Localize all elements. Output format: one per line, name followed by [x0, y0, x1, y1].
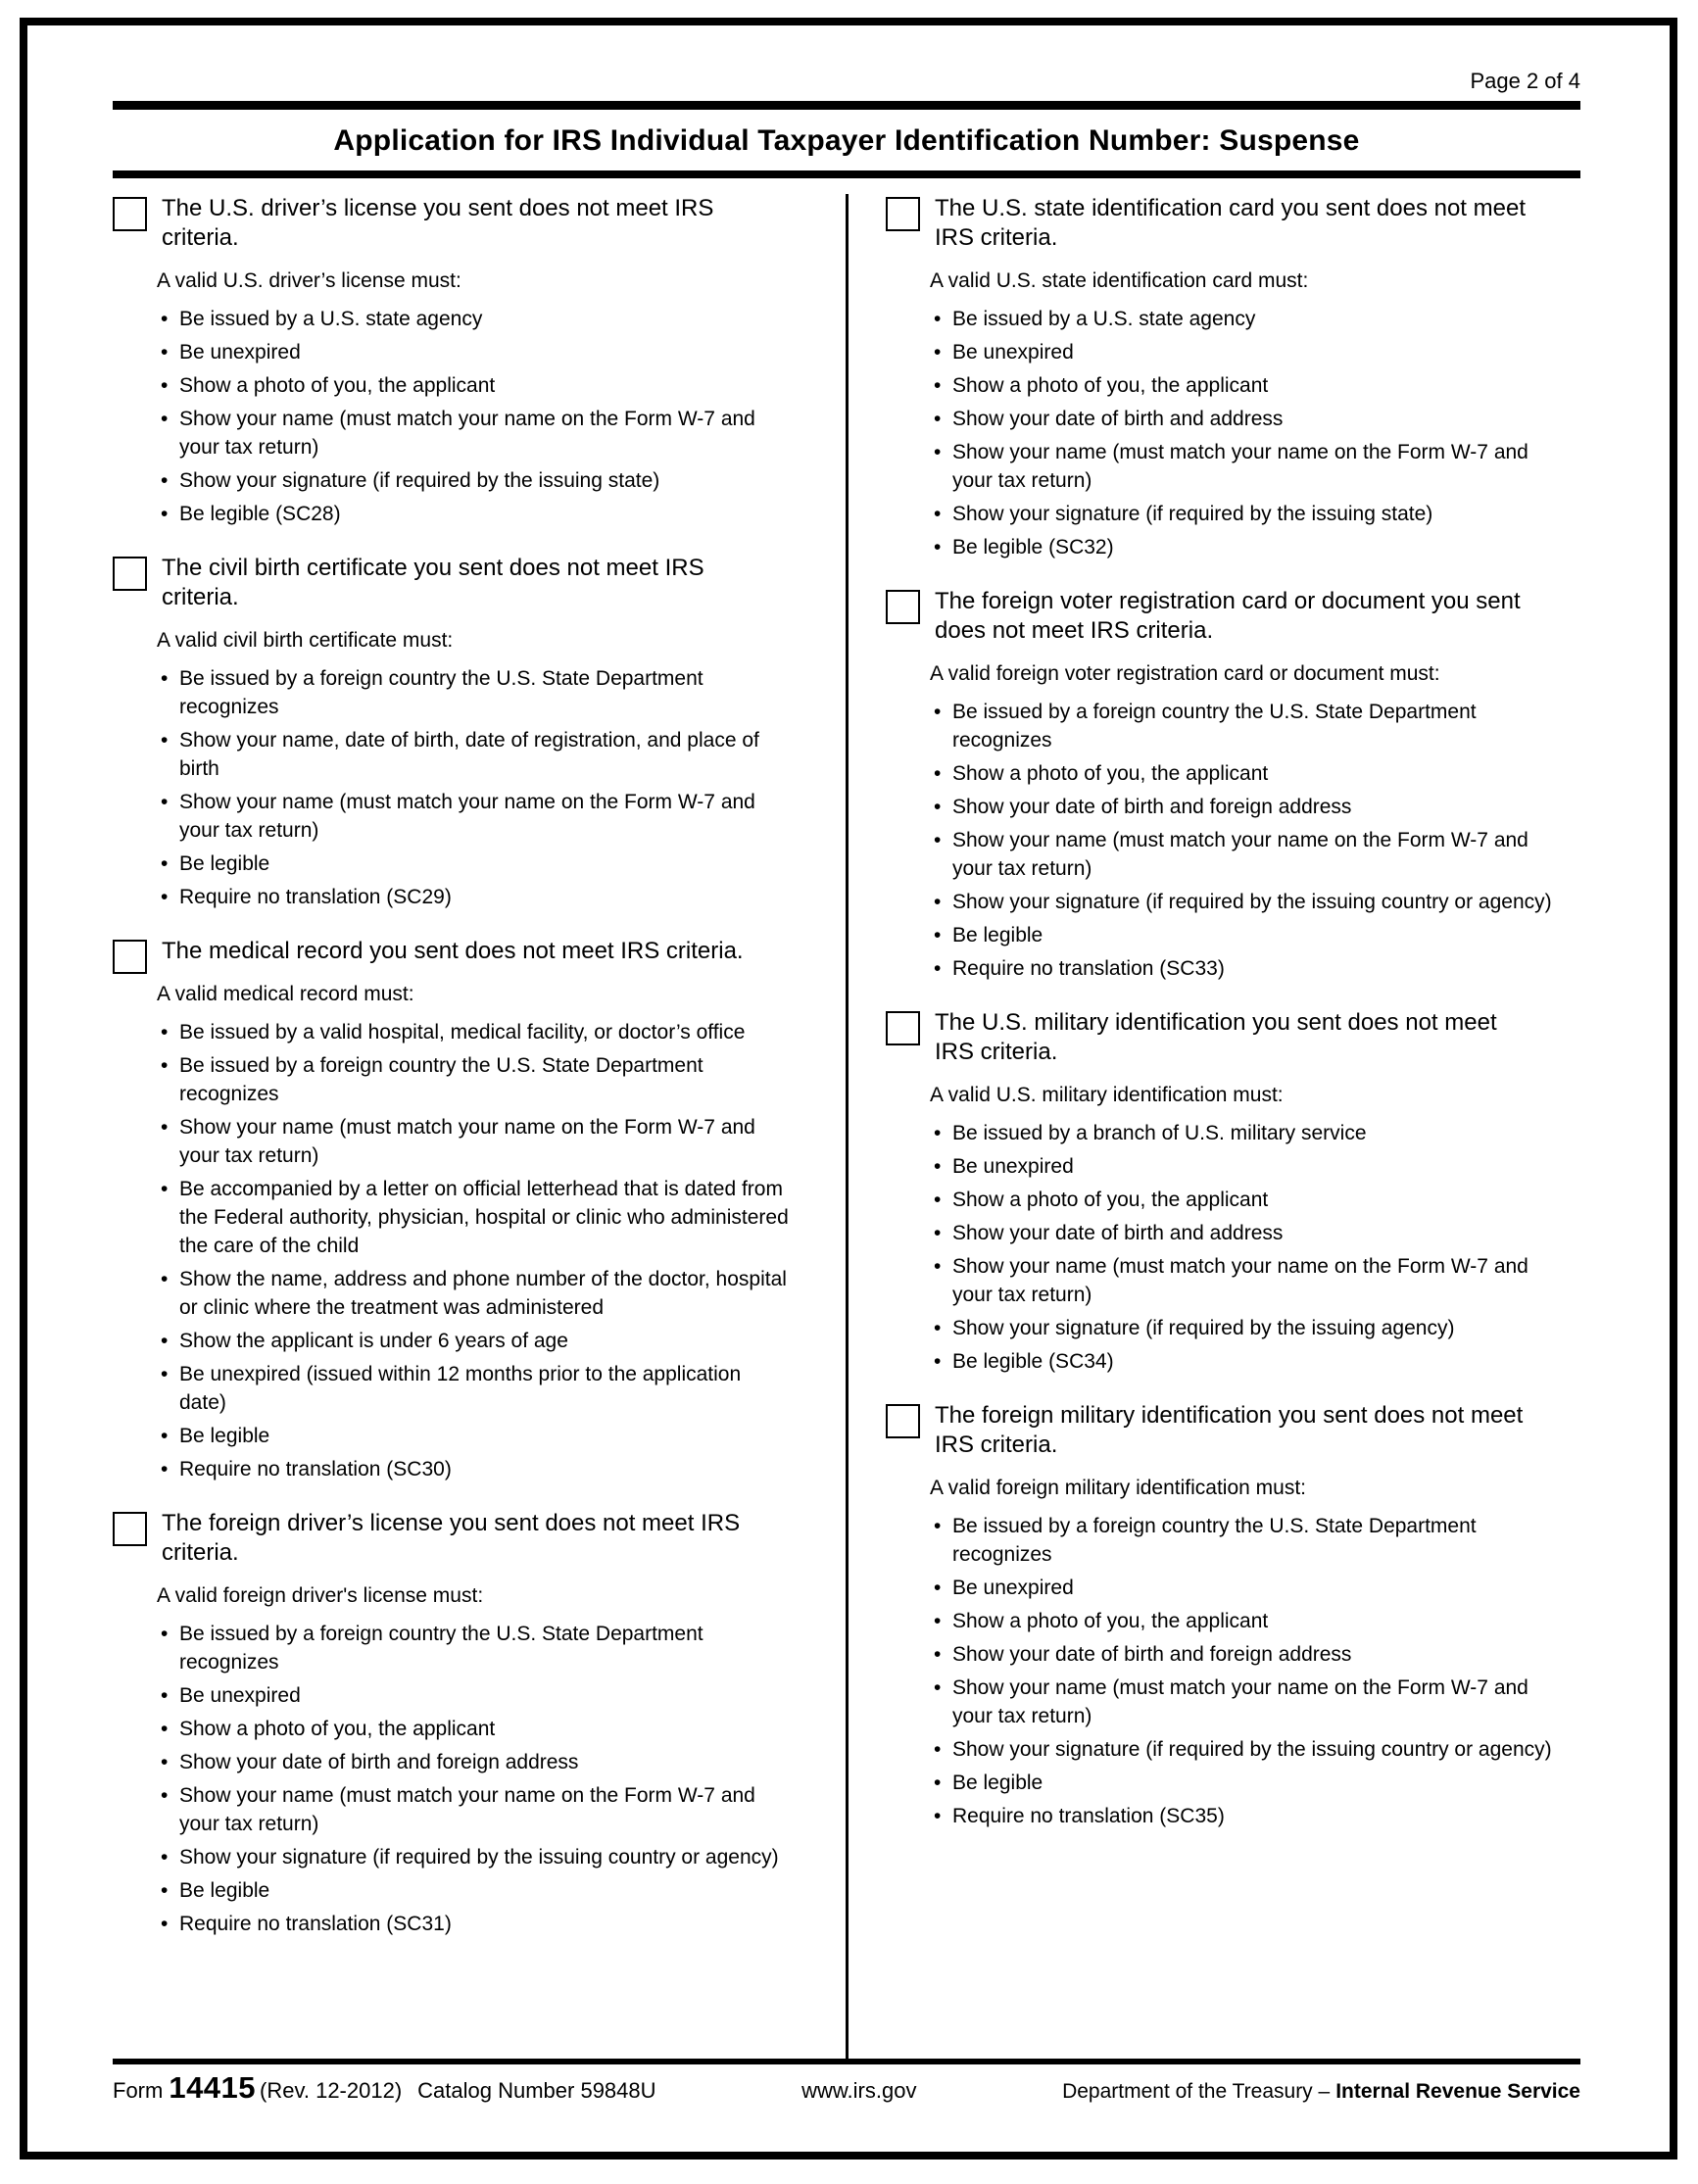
requirement-item: • Require no translation (SC30)	[157, 1455, 792, 1483]
section-civil-birth-certificate	[113, 554, 816, 911]
section-heading-row	[113, 194, 816, 267]
section-heading-row	[886, 194, 1580, 267]
requirement-item: • Show a photo of you, the applicant	[157, 1715, 792, 1743]
section-medical-record	[113, 937, 816, 1483]
requirement-item: • Show your date of birth and address	[930, 1219, 1565, 1247]
requirement-item: • Show your name (must match your name on the Form W-7 and your tax return)	[157, 1781, 792, 1838]
requirement-item: • Show the applicant is under 6 years of age	[157, 1327, 792, 1355]
requirement-item: • Require no translation (SC31)	[157, 1910, 792, 1938]
section-heading: The foreign military identification you sent does not meet IRS criteria.	[935, 1402, 1524, 1458]
requirement-item: • Be issued by a foreign country the U.S. State Department recognizes	[157, 664, 792, 721]
requirement-item: • Show your signature (if required by the issuing country or agency)	[930, 1735, 1565, 1764]
requirement-item: • Be legible	[930, 921, 1565, 949]
page-indicator: Page 2 of 4	[1470, 69, 1580, 93]
agency-name: Internal Revenue Service	[1335, 2080, 1580, 2103]
requirement-item: • Show your signature (if required by the issuing country or agency)	[157, 1843, 792, 1871]
page-border	[20, 18, 1677, 2160]
section-heading: The civil birth certificate you sent does not meet IRS criteria.	[162, 555, 704, 610]
requirement-item: • Be unexpired	[930, 1574, 1565, 1602]
requirement-item: • Be issued by a foreign country the U.S. State Department recognizes	[930, 1512, 1565, 1569]
form-identification	[113, 2070, 656, 2106]
section-heading: The U.S. state identification card you sent does not meet IRS criteria.	[935, 195, 1526, 251]
header-rule-top	[113, 101, 1580, 110]
requirement-item: • Show your name, date of birth, date of registration, and place of birth	[157, 726, 792, 783]
requirement-item: • Show your signature (if required by the issuing country or agency)	[930, 888, 1565, 916]
column-left	[113, 194, 816, 2059]
requirement-item: • Be accompanied by a letter on official letterhead that is dated from the Federal authority, physician, hospital or clinic who administered the care of the child	[157, 1175, 792, 1260]
requirement-item: • Show the name, address and phone number of the doctor, hospital or clinic where the treatment was administered	[157, 1265, 792, 1322]
requirement-item: • Show your signature (if required by the issuing state)	[930, 500, 1565, 528]
requirement-item: • Be issued by a branch of U.S. military service	[930, 1119, 1565, 1147]
requirement-item: • Be issued by a foreign country the U.S. State Department recognizes	[157, 1051, 792, 1108]
requirement-item: • Be issued by a U.S. state agency	[157, 305, 792, 333]
requirement-item: • Show your signature (if required by the issuing state)	[157, 466, 792, 495]
checkbox-civil-birth-certificate[interactable]	[113, 557, 147, 591]
requirement-item: • Show your name (must match your name on the Form W-7 and your tax return)	[157, 788, 792, 845]
catalog-number: Catalog Number 59848U	[417, 2078, 656, 2103]
section-us-state-id-card	[886, 194, 1580, 561]
section-intro: A valid U.S. state identification card must:	[930, 269, 1309, 292]
requirement-item: • Show your date of birth and foreign address	[930, 1640, 1565, 1669]
section-us-drivers-license	[113, 194, 816, 528]
page-content	[113, 25, 1580, 2106]
requirement-item: • Show a photo of you, the applicant	[930, 1607, 1565, 1635]
section-us-military-id	[886, 1008, 1580, 1376]
requirement-item: • Be unexpired	[930, 338, 1565, 366]
requirement-item: • Be unexpired	[157, 1681, 792, 1710]
requirement-item: • Show your signature (if required by the issuing agency)	[930, 1314, 1565, 1342]
requirement-item: • Show your name (must match your name on the Form W-7 and your tax return)	[930, 1674, 1565, 1730]
requirement-item: • Show a photo of you, the applicant	[930, 371, 1565, 400]
requirement-item: • Require no translation (SC29)	[157, 883, 792, 911]
requirement-item: • Show your name (must match your name on the Form W-7 and your tax return)	[157, 405, 792, 461]
requirement-list	[930, 1512, 1580, 1830]
department-line	[1062, 2080, 1580, 2104]
page-footer	[113, 2070, 1580, 2106]
requirement-list	[930, 305, 1580, 561]
checkbox-foreign-drivers-license[interactable]	[113, 1512, 147, 1546]
requirement-list	[157, 305, 816, 528]
section-foreign-military-id	[886, 1401, 1580, 1830]
requirement-item: • Require no translation (SC33)	[930, 954, 1565, 983]
requirement-item: • Be unexpired	[930, 1152, 1565, 1181]
requirement-item: • Be legible	[157, 849, 792, 878]
requirement-item: • Be legible (SC28)	[157, 500, 792, 528]
section-heading-row	[886, 1008, 1580, 1081]
irs-website: www.irs.gov	[801, 2078, 917, 2103]
requirement-item: • Be legible (SC32)	[930, 533, 1565, 561]
header-rule-bottom	[113, 170, 1580, 178]
section-heading-row	[113, 554, 816, 626]
section-intro: A valid civil birth certificate must:	[157, 629, 454, 652]
requirement-item: • Show your date of birth and address	[930, 405, 1565, 433]
section-foreign-voter-registration	[886, 587, 1580, 983]
requirement-list	[930, 1119, 1580, 1376]
requirement-item: • Show a photo of you, the applicant	[930, 759, 1565, 788]
section-intro: A valid foreign driver's license must:	[157, 1584, 484, 1607]
section-heading: The foreign voter registration card or document you sent does not meet IRS criteria.	[935, 588, 1521, 644]
form-number: 14415	[169, 2070, 257, 2105]
checkbox-us-state-id-card[interactable]	[886, 197, 920, 231]
section-intro: A valid medical record must:	[157, 983, 414, 1005]
section-heading: The medical record you sent does not meet IRS criteria.	[162, 938, 744, 964]
form-label: Form	[113, 2078, 164, 2103]
requirement-item: • Be issued by a foreign country the U.S. State Department recognizes	[157, 1620, 792, 1676]
page-title: Application for IRS Individual Taxpayer Identification Number: Suspense	[333, 124, 1360, 157]
form-revision: (Rev. 12-2012)	[260, 2078, 403, 2103]
checkbox-medical-record[interactable]	[113, 940, 147, 974]
requirement-item: • Require no translation (SC35)	[930, 1802, 1565, 1830]
requirement-item: • Show your name (must match your name on the Form W-7 and your tax return)	[930, 826, 1565, 883]
requirement-item: • Be unexpired (issued within 12 months prior to the application date)	[157, 1360, 792, 1417]
requirement-item: • Be legible	[157, 1422, 792, 1450]
requirement-list	[157, 1018, 816, 1483]
two-column-body	[113, 194, 1580, 2059]
checkbox-foreign-voter-registration[interactable]	[886, 590, 920, 624]
requirement-item: • Show your name (must match your name on the Form W-7 and your tax return)	[157, 1113, 792, 1170]
requirement-item: • Be issued by a U.S. state agency	[930, 305, 1565, 333]
section-intro: A valid foreign voter registration card or document must:	[930, 662, 1440, 685]
checkbox-us-drivers-license[interactable]	[113, 197, 147, 231]
section-heading: The foreign driver’s license you sent does not meet IRS criteria.	[162, 1510, 741, 1566]
requirement-item: • Show your date of birth and foreign address	[157, 1748, 792, 1776]
requirement-item: • Be issued by a foreign country the U.S. State Department recognizes	[930, 698, 1565, 754]
section-intro: A valid U.S. military identification must:	[930, 1084, 1284, 1106]
requirement-list	[930, 698, 1580, 983]
section-intro: A valid foreign military identification must:	[930, 1477, 1306, 1499]
footer-rule	[113, 2059, 1580, 2064]
requirement-item: • Be issued by a valid hospital, medical facility, or doctor’s office	[157, 1018, 792, 1046]
section-heading: The U.S. military identification you sent does not meet IRS criteria.	[935, 1009, 1497, 1065]
section-heading-row	[113, 937, 816, 980]
requirement-item: • Show a photo of you, the applicant	[157, 371, 792, 400]
section-heading-row	[886, 1401, 1580, 1474]
department-name: Department of the Treasury –	[1062, 2080, 1331, 2103]
section-heading-row	[113, 1509, 816, 1581]
checkbox-foreign-military-id[interactable]	[886, 1404, 920, 1438]
section-heading-row	[886, 587, 1580, 659]
requirement-item: • Be legible	[157, 1876, 792, 1905]
requirement-list	[157, 664, 816, 911]
requirement-item: • Show a photo of you, the applicant	[930, 1186, 1565, 1214]
requirement-item: • Show your name (must match your name on the Form W-7 and your tax return)	[930, 438, 1565, 495]
requirement-list	[157, 1620, 816, 1938]
requirement-item: • Be unexpired	[157, 338, 792, 366]
column-right	[849, 194, 1580, 2059]
requirement-item: • Be legible (SC34)	[930, 1347, 1565, 1376]
section-heading: The U.S. driver’s license you sent does not meet IRS criteria.	[162, 195, 714, 251]
checkbox-us-military-id[interactable]	[886, 1011, 920, 1045]
requirement-item: • Be legible	[930, 1769, 1565, 1797]
section-foreign-drivers-license	[113, 1509, 816, 1938]
section-intro: A valid U.S. driver’s license must:	[157, 269, 461, 292]
requirement-item: • Show your name (must match your name on the Form W-7 and your tax return)	[930, 1252, 1565, 1309]
requirement-item: • Show your date of birth and foreign address	[930, 793, 1565, 821]
